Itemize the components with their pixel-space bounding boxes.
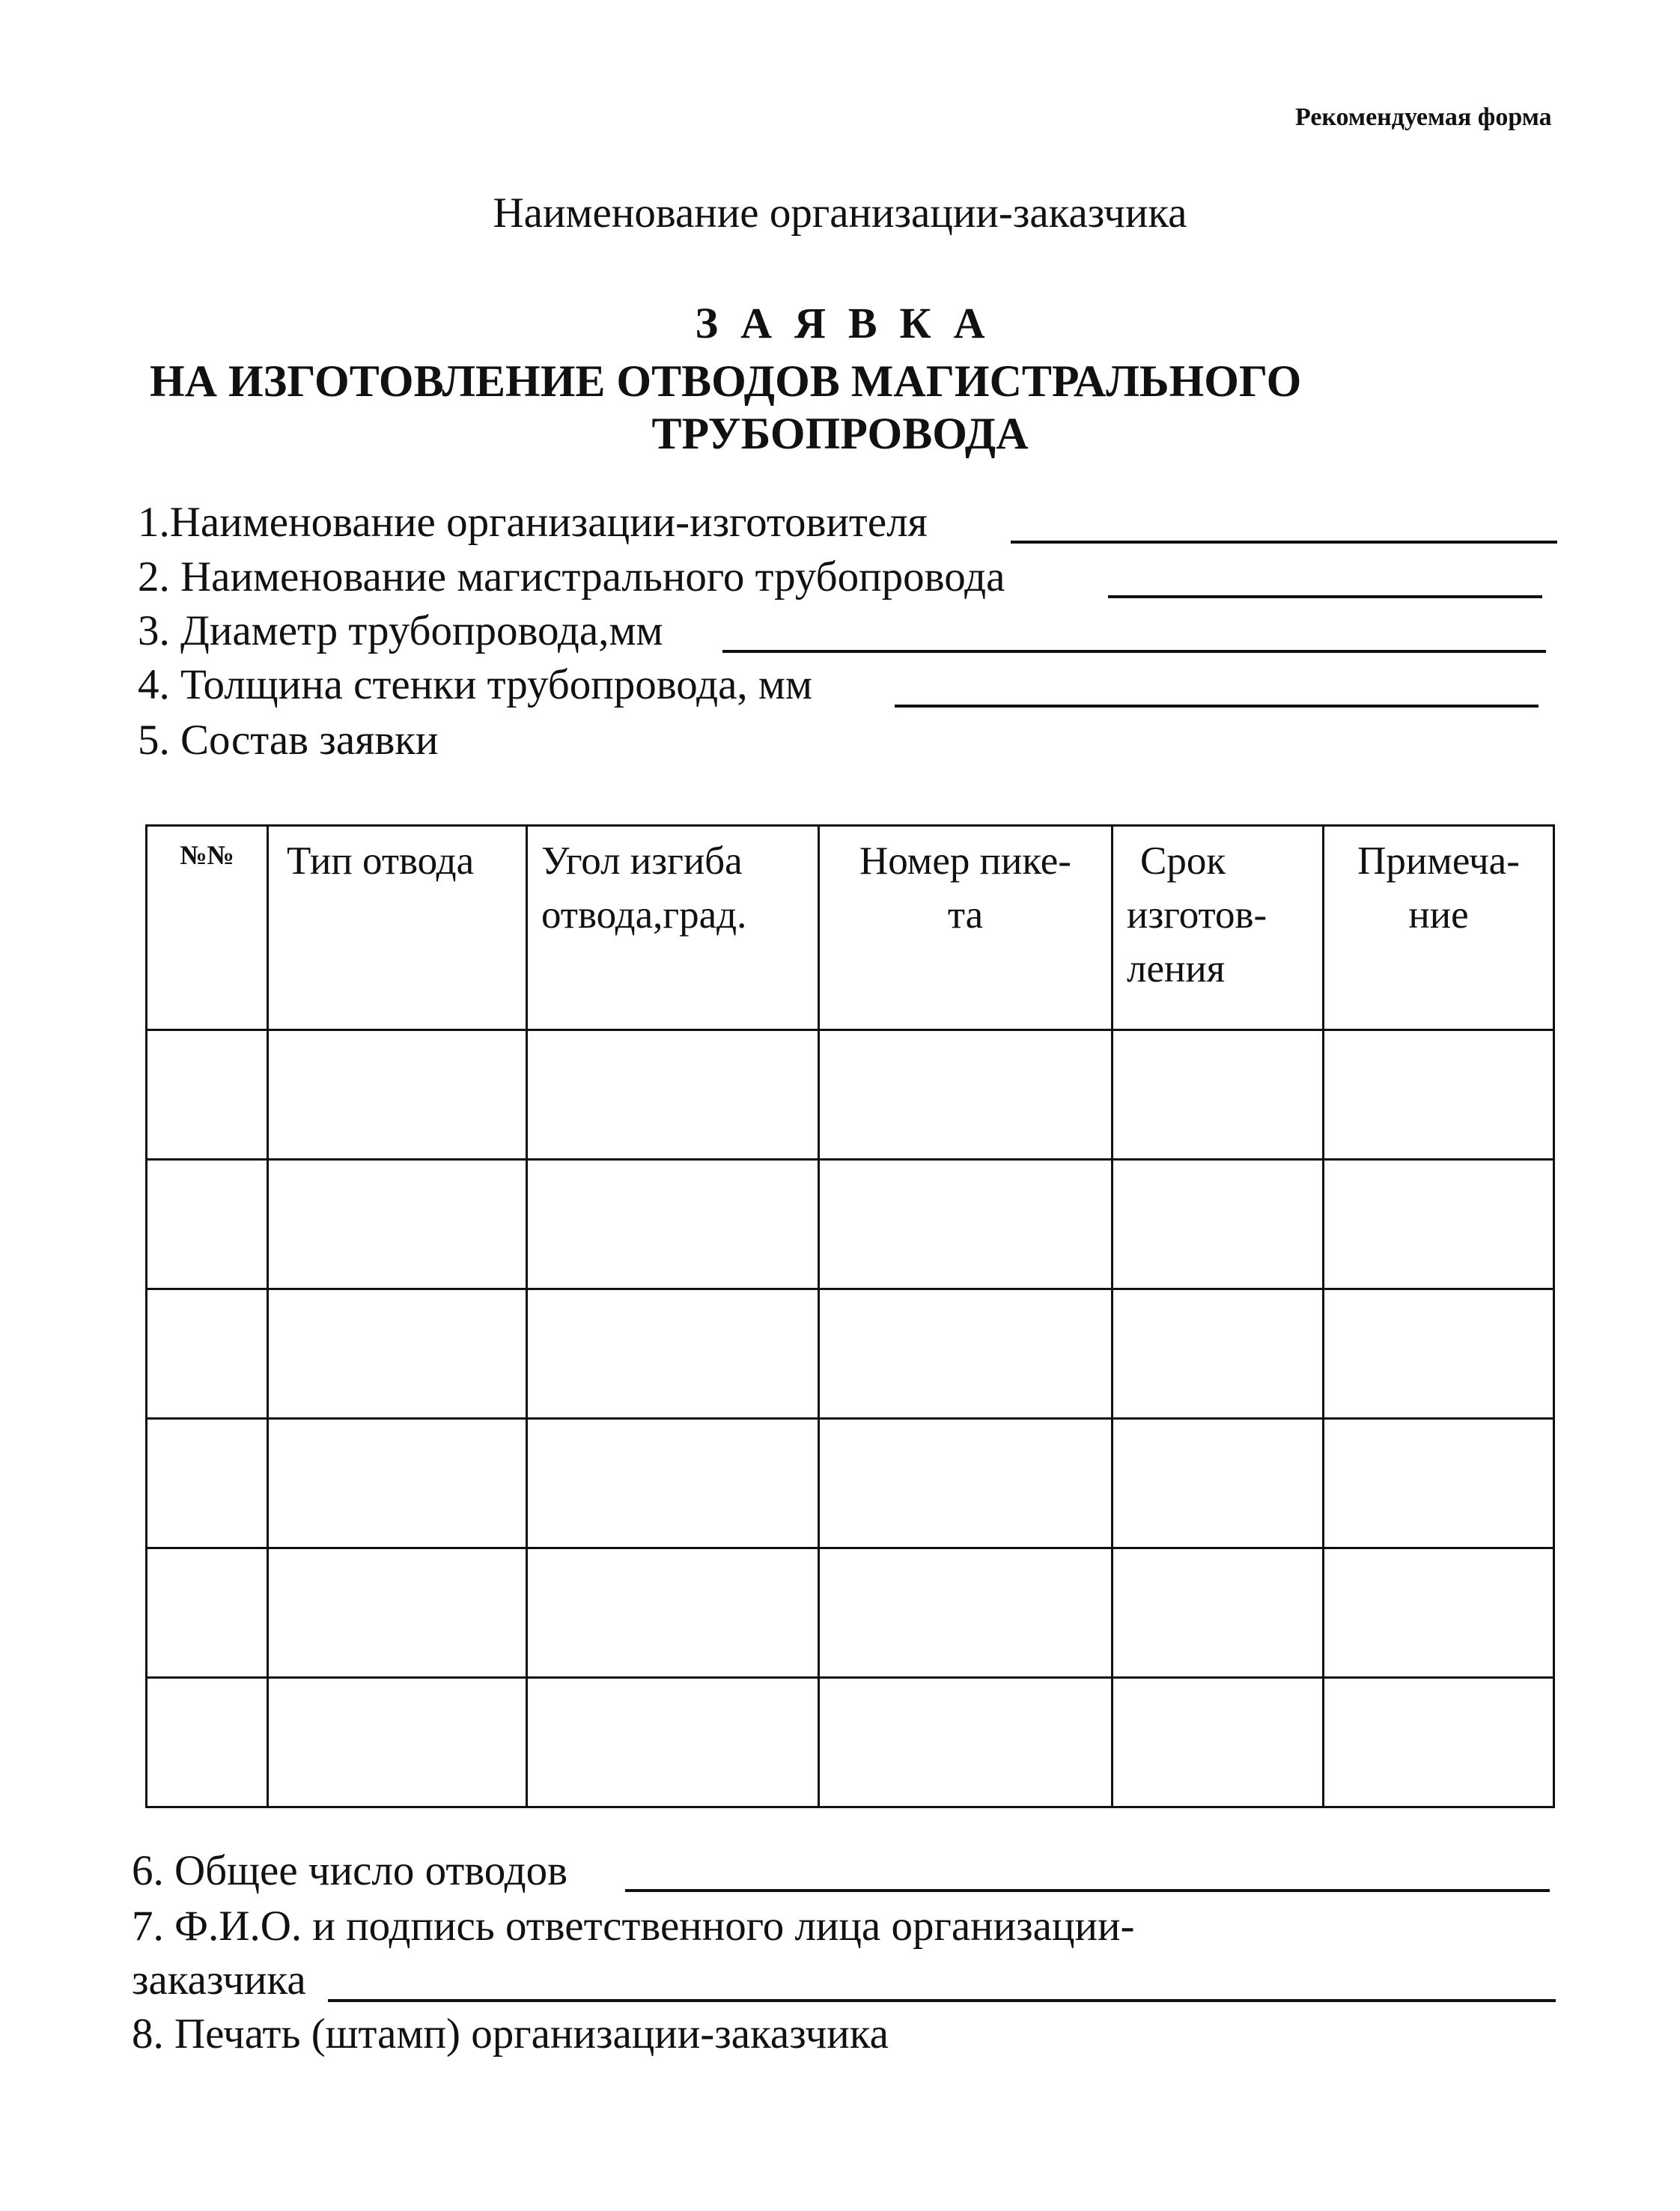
col-header-number-text: №№	[180, 840, 234, 870]
field-responsible-label-cont: заказчика	[132, 1956, 306, 2004]
table-cell[interactable]	[1324, 1030, 1554, 1160]
table-cell[interactable]	[527, 1030, 819, 1160]
field-stamp-label: 8. Печать (штамп) организации-заказчика	[132, 2010, 889, 2058]
field-total-bends-line[interactable]	[625, 1889, 1550, 1892]
col-header-bend-angle	[527, 826, 819, 1030]
field-total-bends-label: 6. Общее число отводов	[132, 1847, 568, 1894]
table-cell[interactable]	[268, 1030, 527, 1160]
col-header-deadline-line3: ления	[1127, 947, 1226, 991]
table-cell[interactable]	[527, 1419, 819, 1548]
table-cell[interactable]	[268, 1678, 527, 1807]
field-responsible-label: 7. Ф.И.О. и подпись ответственного лица организации-	[132, 1903, 1135, 1950]
table-cell[interactable]	[819, 1160, 1113, 1289]
field-composition-label: 5. Состав заявки	[138, 717, 439, 764]
table-row	[147, 1289, 1554, 1419]
col-header-notes	[1324, 826, 1554, 1030]
table-cell[interactable]	[819, 1030, 1113, 1160]
field-pipeline-name-line[interactable]	[1108, 595, 1542, 598]
table-row	[147, 1030, 1554, 1160]
table-cell[interactable]	[268, 1548, 527, 1678]
col-header-notes-line1: Примеча-	[1357, 839, 1520, 883]
table-header-row	[147, 826, 1554, 1030]
col-header-number	[147, 826, 268, 1030]
col-header-bend-type-text: Тип отвода	[287, 839, 475, 883]
table-cell[interactable]	[147, 1419, 268, 1548]
table-cell[interactable]	[1113, 1678, 1324, 1807]
field-wall-thickness-label: 4. Толщина стенки трубопровода, мм	[138, 661, 813, 708]
table-cell[interactable]	[1324, 1419, 1554, 1548]
bends-table	[145, 824, 1555, 1808]
table-cell[interactable]	[147, 1289, 268, 1419]
field-manufacturer-label: 1.Наименование организации-изготовителя	[138, 499, 928, 546]
field-diameter-line[interactable]	[722, 650, 1546, 653]
col-header-picket-line1: Номер пике-	[859, 839, 1071, 883]
table-cell[interactable]	[1324, 1160, 1554, 1289]
table-cell[interactable]	[147, 1160, 268, 1289]
table-cell[interactable]	[268, 1160, 527, 1289]
table-cell[interactable]	[1113, 1160, 1324, 1289]
col-header-deadline-line2: изготов-	[1127, 893, 1267, 937]
col-header-bend-type	[268, 826, 527, 1030]
table-cell[interactable]	[1324, 1548, 1554, 1678]
table-cell[interactable]	[147, 1030, 268, 1160]
col-header-picket	[819, 826, 1113, 1030]
table-cell[interactable]	[268, 1289, 527, 1419]
table-cell[interactable]	[527, 1548, 819, 1678]
field-diameter-label: 3. Диаметр трубопровода,мм	[138, 607, 663, 654]
table-row	[147, 1548, 1554, 1678]
table-cell[interactable]	[1324, 1289, 1554, 1419]
col-header-bend-angle-line2: отвода,град.	[541, 893, 747, 937]
table-cell[interactable]	[1324, 1678, 1554, 1807]
field-manufacturer-line[interactable]	[1011, 541, 1557, 544]
table-cell[interactable]	[1113, 1419, 1324, 1548]
col-header-picket-line2: та	[947, 893, 984, 937]
table-cell[interactable]	[268, 1419, 527, 1548]
document-subtitle-line1: НА ИЗГОТОВЛЕНИЕ ОТВОДОВ МАГИСТРАЛЬНОГО	[150, 356, 1302, 406]
table-cell[interactable]	[819, 1548, 1113, 1678]
field-pipeline-name-label: 2. Наименование магистрального трубопровода	[138, 553, 1005, 600]
table-cell[interactable]	[147, 1678, 268, 1807]
table-cell[interactable]	[1113, 1030, 1324, 1160]
customer-org-heading: Наименование организации-заказчика	[493, 189, 1187, 237]
table-cell[interactable]	[527, 1678, 819, 1807]
table-cell[interactable]	[147, 1548, 268, 1678]
table-cell[interactable]	[1113, 1548, 1324, 1678]
table-row	[147, 1678, 1554, 1807]
table-row	[147, 1419, 1554, 1548]
col-header-bend-angle-line1: Угол изгиба	[541, 839, 743, 883]
table-cell[interactable]	[1113, 1289, 1324, 1419]
document-title: ЗАЯВКА	[695, 299, 1008, 347]
table-cell[interactable]	[819, 1419, 1113, 1548]
col-header-deadline-line1: Срок	[1140, 839, 1226, 883]
table-cell[interactable]	[527, 1289, 819, 1419]
col-header-notes-line2: ние	[1408, 893, 1469, 937]
document-subtitle-line2: ТРУБОПРОВОДА	[651, 409, 1029, 458]
field-responsible-line[interactable]	[328, 1999, 1556, 2002]
field-wall-thickness-line[interactable]	[895, 705, 1539, 708]
form-note: Рекомендуемая форма	[1295, 103, 1552, 131]
table-row	[147, 1160, 1554, 1289]
table-cell[interactable]	[819, 1289, 1113, 1419]
table-cell[interactable]	[527, 1160, 819, 1289]
col-header-deadline	[1113, 826, 1324, 1030]
table-cell[interactable]	[819, 1678, 1113, 1807]
